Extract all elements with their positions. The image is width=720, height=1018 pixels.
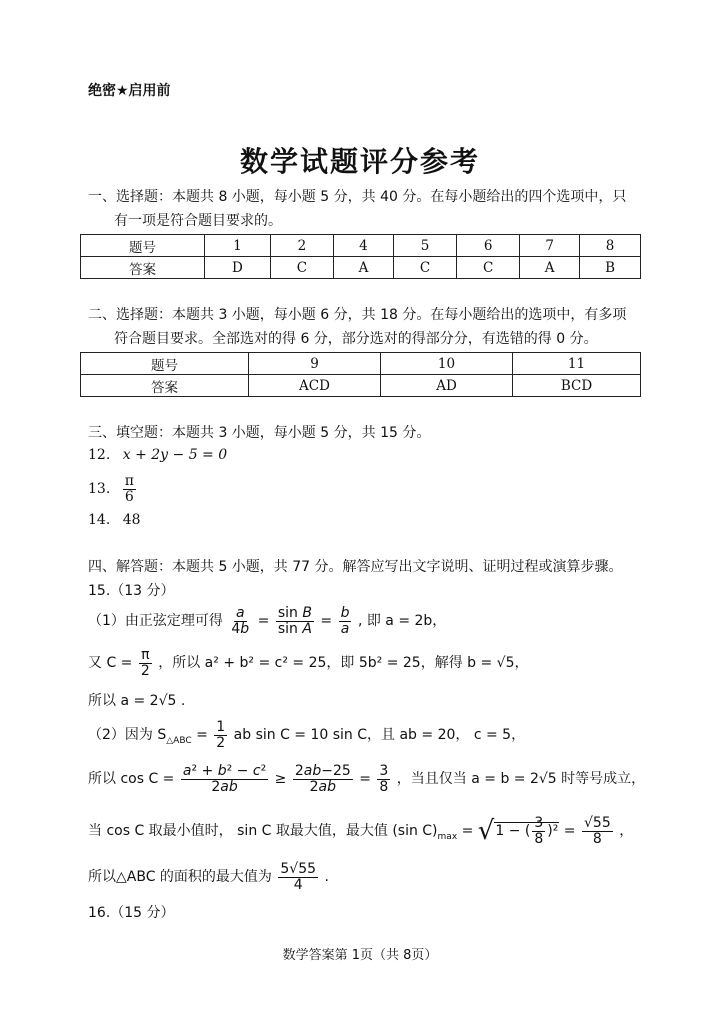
solution-line-5: 所以 cos C = $\frac{\text{a² + b² − c²}}{2ab}$ ≥ $\frac{2ab-25}{2ab}$ = $\frac{3}{8}$ ，当且仅当 a = b = 2√5 时等号成立，: [88, 763, 646, 795]
table-cell: D: [205, 257, 271, 279]
fraction-sinB-over-sinA: $\frac{\text{sin B}}{\text{sin A}}$: [277, 605, 312, 637]
solution-line-7: 所以△ABC 的面积的最大值为 $\frac{5√55}{4}$ .: [88, 861, 329, 893]
step-text: 又 C =: [88, 655, 133, 672]
section4-intro: 四、解答题：本题共 5 小题，共 77 分。解答应写出文字说明、证明过程或演算步骤。: [88, 559, 623, 575]
fraction-b-over-a: $\frac{b}{a}$: [340, 605, 350, 637]
table-row: [81, 235, 641, 257]
solution-line-6: 当 cos C 取最小值时， sin C 取最大值，最大值 (sin $C)_{max} = √1$ − ( $\frac{3}{8}$ )² = $\frac{√55}{8}$ ，: [88, 815, 634, 847]
question-14: [88, 512, 141, 528]
table-cell: 2: [270, 235, 333, 257]
table-cell: AD: [381, 375, 513, 397]
fraction-max-area: $\frac{5√55}{4}$: [280, 861, 317, 893]
table-cell: C: [457, 257, 520, 279]
question-12: [88, 447, 227, 463]
page-title: 数学试题评分参考: [239, 145, 480, 178]
solution-line-3: 所以 a = 2√5 .: [88, 693, 186, 709]
table-cell: 9: [249, 353, 381, 375]
table-header-cell: 答案: [81, 257, 205, 279]
subscript: max: [437, 831, 458, 842]
table-cell: 7: [520, 235, 580, 257]
step-text: ab sin C = 10 sin C，且 ab = 20， c = 5，: [233, 727, 526, 744]
table-cell: ACD: [249, 375, 381, 397]
section1-intro-cont: 有一项是符合题目要求的。: [114, 213, 282, 229]
table-header-cell: 答案: [81, 375, 249, 397]
solution-line-1: （1）由正弦定理可得 $\frac{a}{4b}$ = $\frac{\text{sin B}}{\text{sin A}}$ = $\frac{b}{a}$ , 即 a = 2b，: [88, 605, 447, 637]
question-number: 12.: [88, 447, 111, 463]
table-header-cell: 题号: [81, 353, 249, 375]
section2-answer-table: [80, 352, 641, 397]
solution-line-2: [88, 648, 529, 678]
table-cell: C: [270, 257, 333, 279]
step-text: 所以△ABC 的面积的最大值为: [88, 869, 272, 886]
table-cell: 4: [334, 235, 394, 257]
step-text: （2）因为 S: [88, 727, 167, 744]
question-13: [88, 474, 138, 504]
question-number: 14.: [88, 512, 111, 528]
fraction-sqrt55-over-8: $\frac{√55}{8}$: [584, 815, 611, 847]
table-cell: 5: [393, 235, 456, 257]
table-cell: A: [334, 257, 394, 279]
sqrt-expression: 1 − ( $\frac{3}{8}$ )²: [495, 815, 559, 847]
step-text: 当 cos C 取最小值时， sin C 取最大值，最大值 (sin C): [88, 823, 438, 840]
section3-intro: 三、填空题：本题共 3 小题，每小题 5 分，共 15 分。: [88, 425, 431, 441]
section1-intro: 一、选择题：本题共 8 小题，每小题 5 分，共 40 分。在每小题给出的四个选项中，只: [88, 189, 627, 205]
table-cell: BCD: [513, 375, 641, 397]
step-text: 所以 cos C =: [88, 771, 175, 788]
table-row: [81, 257, 641, 279]
solution-line-4: （2）因为 $S_{\triangle ABC}$ = $\frac{1}{2}$ ab sin C = 10 sin C，且 ab = 20， c = 5，: [88, 719, 526, 751]
table-cell: B: [580, 257, 641, 279]
section2-intro: 二、选择题：本题共 3 小题，每小题 6 分，共 18 分。在每小题给出的选项中，有多项: [88, 307, 627, 323]
table-row: [81, 353, 641, 375]
table-cell: C: [393, 257, 456, 279]
table-cell: A: [520, 257, 580, 279]
step-text: ，所以 a² + b² = c² = 25，即 5b² = 25，解得 b = √5，: [158, 655, 529, 672]
step-text: , 即 a = 2b，: [357, 613, 447, 630]
section2-intro-cont: 符合题目要求。全部选对的得 6 分，部分选对的得部分分，有选错的得 0 分。: [114, 331, 598, 347]
question-number: 13.: [88, 481, 111, 498]
table-cell: 11: [513, 353, 641, 375]
fraction-pi-over-2: $\frac{\pi}{2}$: [140, 647, 150, 679]
question-16-header: 16.（15 分）: [88, 905, 175, 921]
answer-value: 48: [122, 512, 141, 528]
fraction-one-half: $\frac{1}{2}$: [216, 719, 226, 751]
question-15-header: 15.（13 分）: [88, 583, 175, 599]
confidential-label: 绝密★启用前: [88, 83, 171, 99]
table-cell: 6: [457, 235, 520, 257]
fraction-three-eighths: $\frac{3}{8}$: [379, 763, 389, 795]
subscript: △ABC: [166, 735, 192, 746]
table-row: [81, 375, 641, 397]
step-text: （1）由正弦定理可得: [88, 613, 223, 630]
page-footer: 数学答案第 1页（共 8页）: [282, 948, 438, 963]
table-header-cell: 题号: [81, 235, 205, 257]
section1-answer-table: [80, 234, 641, 279]
answer-fraction: [123, 474, 136, 504]
fraction-cos-formula: $\frac{\text{a² + b² − c²}}{2ab}$: [182, 763, 267, 795]
answer-expression: x + 2y − 5 = 0: [122, 447, 228, 463]
fraction-denominator: 6: [124, 488, 134, 505]
table-cell: 10: [381, 353, 513, 375]
fraction-bound: $\frac{2ab-25}{2ab}$: [294, 763, 351, 795]
fraction-numerator: π: [124, 473, 134, 489]
fraction-a-over-4b: $\frac{a}{4b}$: [231, 605, 250, 637]
table-cell: 8: [580, 235, 641, 257]
step-text: ，当且仅当 a = b = 2√5 时等号成立，: [396, 771, 646, 788]
table-cell: 1: [205, 235, 271, 257]
